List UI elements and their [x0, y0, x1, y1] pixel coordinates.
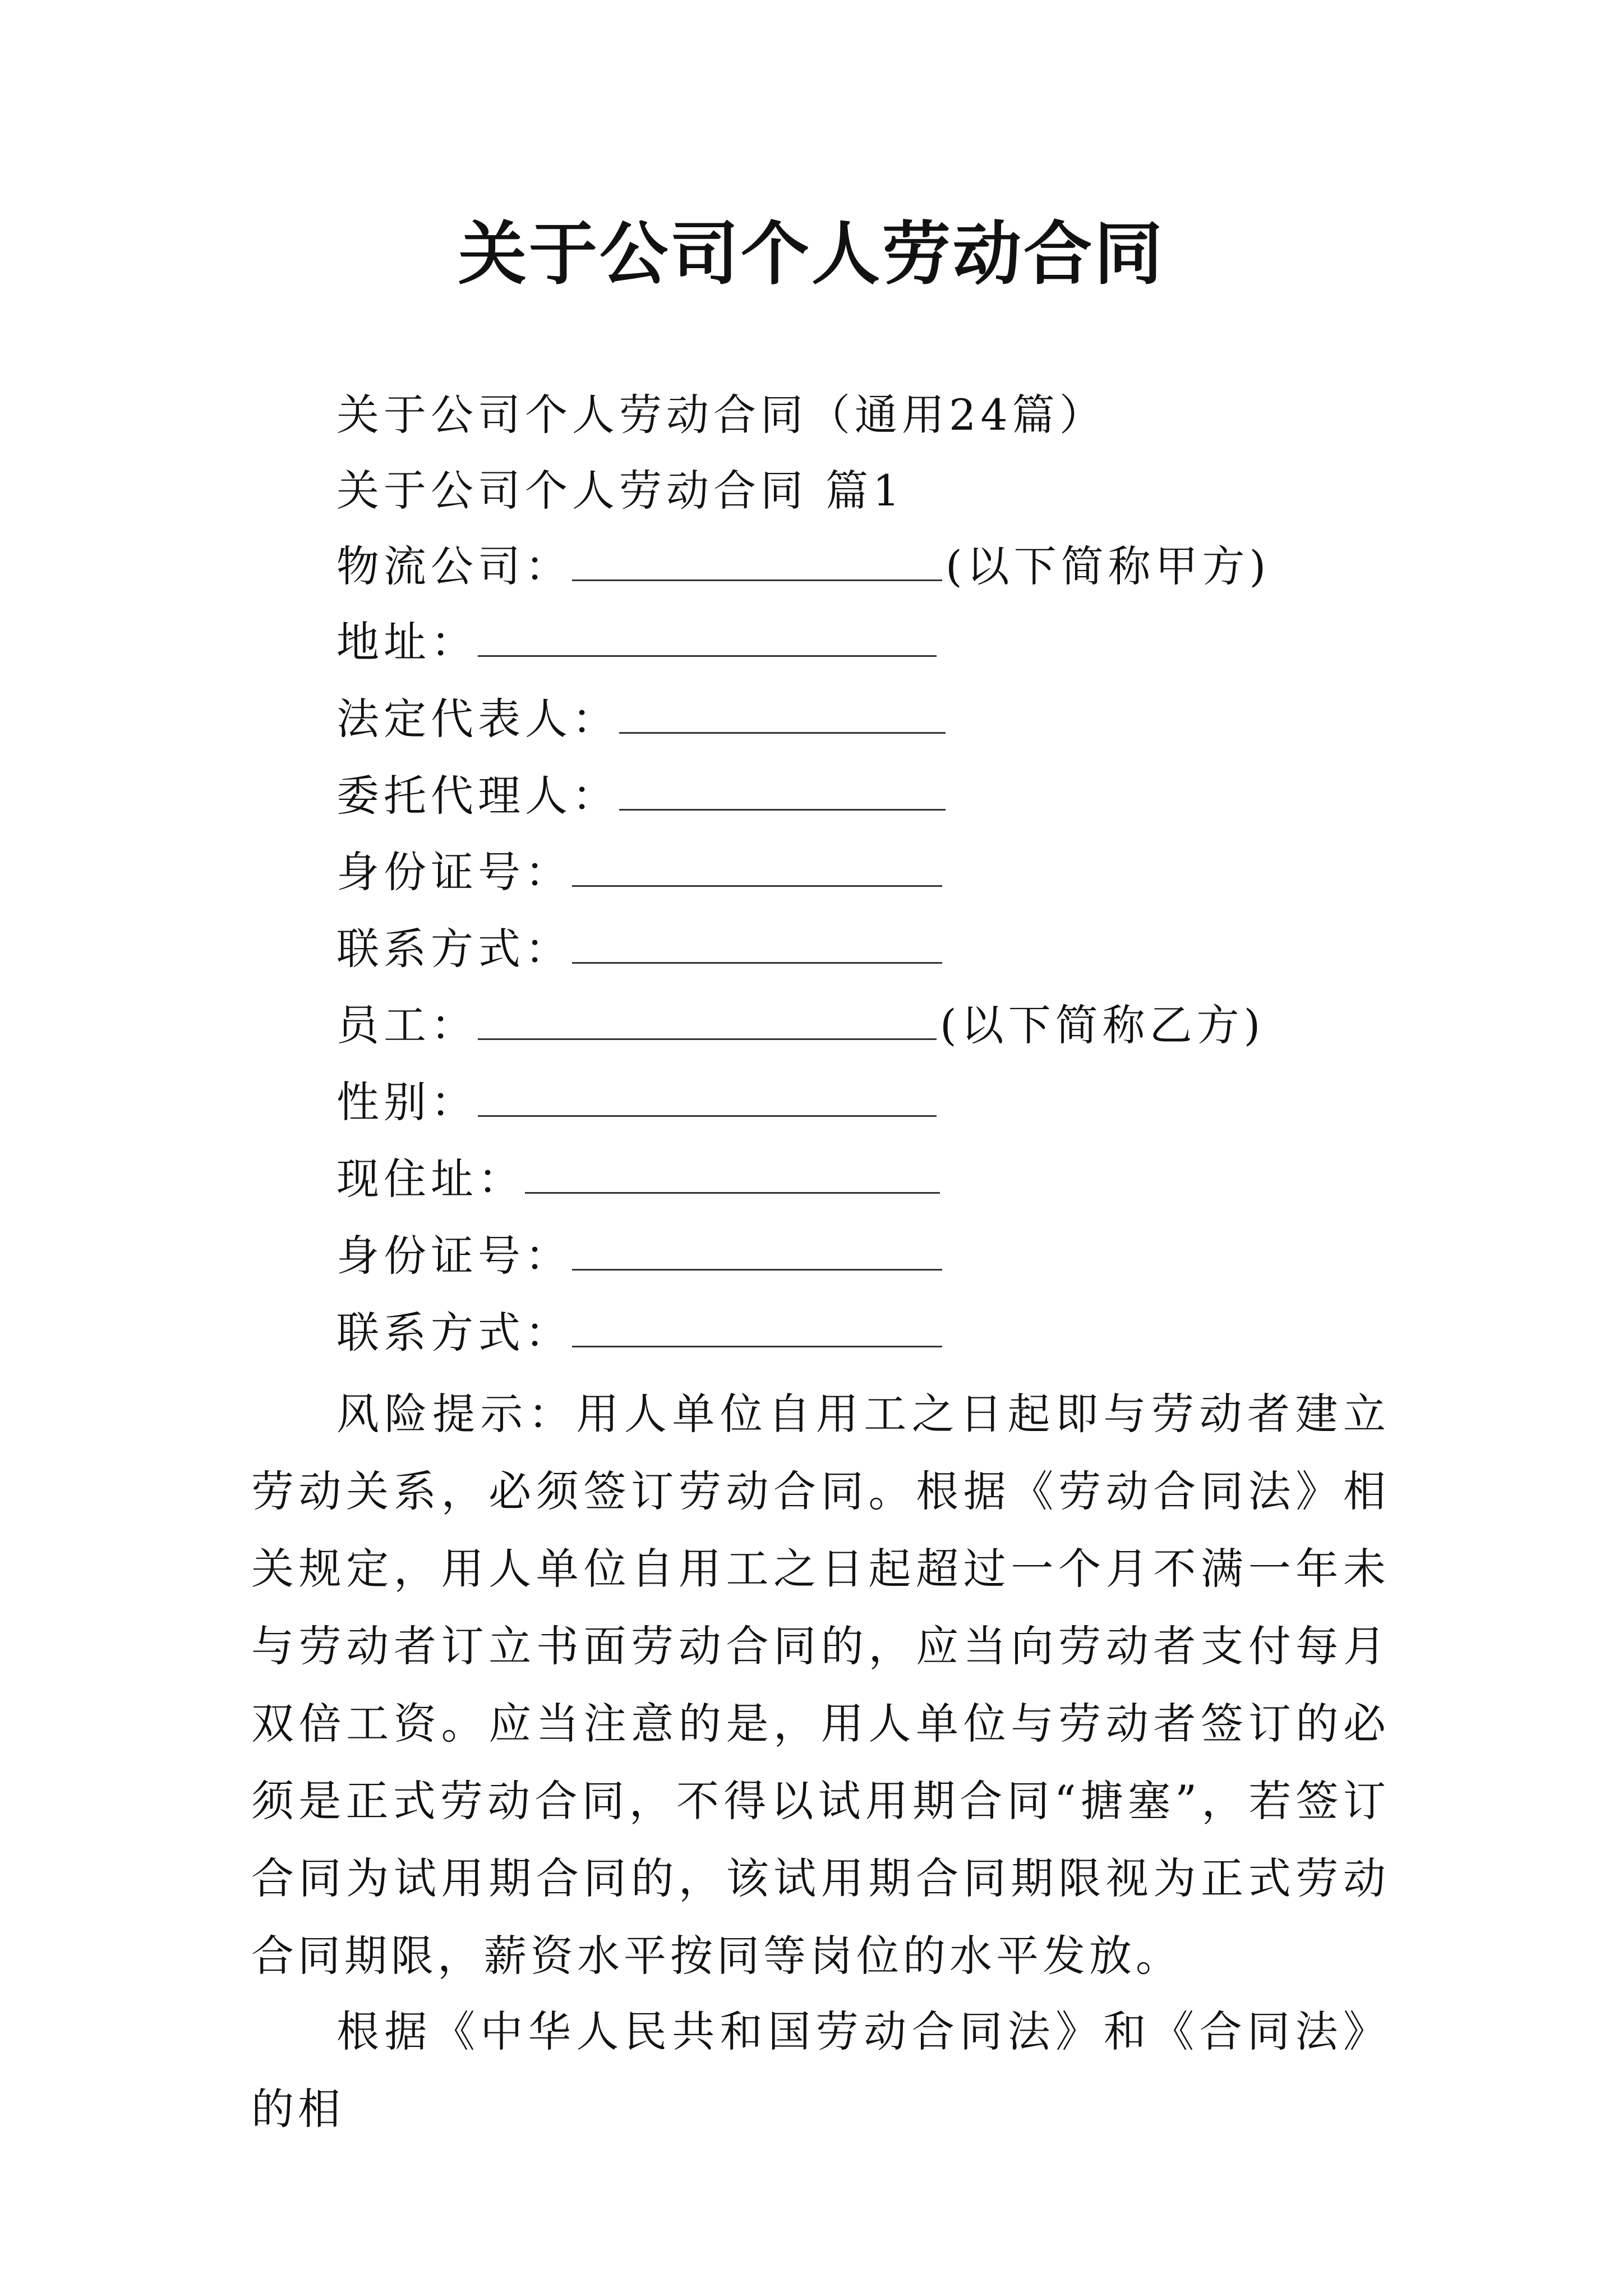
fill-in-blank[interactable]	[619, 773, 946, 811]
field-label: 物流公司：	[336, 541, 572, 591]
field-legal-representative	[336, 691, 946, 747]
fill-in-blank[interactable]	[478, 1079, 937, 1117]
field-suffix: (以下简称甲方)	[946, 541, 1271, 591]
field-address	[336, 614, 937, 670]
legal-basis-paragraph: 根据《中华人民共和国劳动合同法》和《合同法》的相	[251, 2007, 1390, 2134]
field-logistics-company	[336, 539, 1270, 595]
document-title: 关于公司个人劳动合同	[458, 214, 1165, 294]
fill-in-blank[interactable]	[619, 696, 946, 734]
field-party-b-id-number	[336, 1228, 942, 1284]
fill-in-blank[interactable]	[572, 849, 942, 887]
field-label: 现住址：	[336, 1154, 525, 1204]
field-current-address	[336, 1151, 940, 1207]
field-suffix: (以下简称乙方)	[940, 1000, 1265, 1050]
field-label: 地址：	[336, 617, 478, 667]
risk-notice-paragraph: 风险提示：用人单位自用工之日起即与劳动者建立劳动关系，必须签订劳动合同。根据《劳动合同法》相关规定，用人单位自用工之日起超过一个月不满一年未与劳动者订立书面劳动合同的，应当向劳动者支付每月双倍工资。应当注意的是，用人单位与劳动者签订的必须是正式劳动合同，不得以试用期合同“搪塞”，若签订合同为试用期合同的，该试用期合同期限视为正式劳动合同期限，薪资水平按同等岗位的水平发放。	[251, 1389, 1390, 1981]
fill-in-blank[interactable]	[572, 544, 942, 581]
field-party-a-id-number	[336, 844, 942, 900]
fill-in-blank[interactable]	[572, 1233, 942, 1271]
section-heading: 关于公司个人劳动合同 篇1	[336, 466, 905, 516]
field-label: 身份证号：	[336, 847, 572, 897]
field-employee	[336, 997, 1265, 1053]
field-label: 联系方式：	[336, 1308, 572, 1358]
subtitle: 关于公司个人劳动合同（通用24篇）	[336, 390, 1106, 440]
fill-in-blank[interactable]	[572, 926, 942, 964]
fill-in-blank[interactable]	[478, 619, 937, 657]
field-label: 性别：	[336, 1077, 478, 1127]
field-label: 员工：	[336, 1000, 478, 1050]
field-party-b-contact	[336, 1305, 942, 1361]
field-label: 联系方式：	[336, 924, 572, 974]
field-label: 委托代理人：	[336, 771, 619, 821]
field-party-a-contact	[336, 921, 942, 977]
fill-in-blank[interactable]	[478, 1002, 937, 1040]
field-label: 法定代表人：	[336, 694, 619, 744]
fill-in-blank[interactable]	[525, 1156, 940, 1194]
field-gender	[336, 1074, 937, 1130]
fill-in-blank[interactable]	[572, 1310, 942, 1347]
field-authorized-agent	[336, 768, 946, 824]
field-label: 身份证号：	[336, 1231, 572, 1281]
